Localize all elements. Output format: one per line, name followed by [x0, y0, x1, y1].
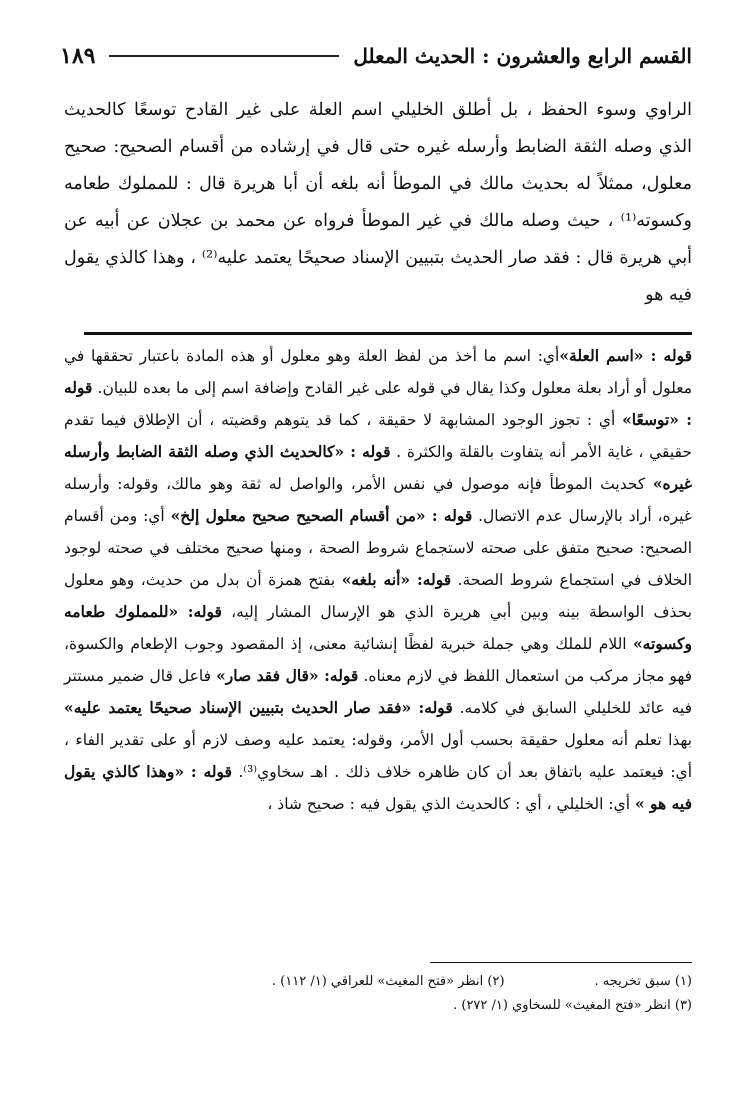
- commentary-text: كحديث الموطأ فإنه موصول في نفس الأمر، والواصل له ثقة وهو مالك، وقوله: وأرسله غيره، أراد بالإرسال عدم الاتصال.: [64, 475, 692, 525]
- commentary-paragraph: [64, 340, 692, 820]
- footnote-2: (٢) انظر «فتح المغيث» للعراقي (١/ ١١٢) .: [271, 974, 505, 989]
- commentary-text: أي : تجوز الوجود المشابهة لا حقيقة ، كما قد يتوهم وقضيته ، أن الإطلاق فيما تقدم حقيقي ، غاية الأمر أنه يتفاوت بالقلة والكثرة .: [64, 411, 692, 461]
- commentary-text: أي: الخليلي ، أي : كالحديث الذي يقول فيه : صحيح شاذ ،: [267, 795, 635, 813]
- commentary-lemma: قوله : «من أقسام الصحيح صحيح معلول إلخ»: [170, 506, 473, 525]
- footnotes: [64, 970, 692, 1018]
- footnote-row: [64, 970, 692, 994]
- commentary-text: فاعل قال ضمير مستتر فيه عائد للخليلي السابق في كلامه.: [64, 667, 692, 717]
- commentary-divider: [84, 332, 692, 335]
- footnote-row: [64, 994, 692, 1018]
- header-rule: [109, 55, 339, 57]
- commentary-lemma: قوله : «توسعًا»: [64, 378, 692, 429]
- page-number: ١٨٩: [60, 43, 96, 69]
- commentary-lemma: قوله : «وهذا كالذي يقول فيه هو »: [64, 762, 692, 813]
- footnote-3: (٣) انظر «فتح المغيث» للسخاوي (١/ ٢٧٢) .: [453, 998, 692, 1013]
- page-header: [60, 36, 692, 76]
- commentary-lemma: قوله : «اسم العلة»: [559, 346, 692, 365]
- commentary-text: اللام للملك وهي جملة خبرية لفظًا إنشائية معنى، إذ المقصود وجوب الإطعام والكسوة، فهو مجاز مركب من استعمال اللفظ في لازم معناه.: [64, 635, 692, 685]
- commentary-text: بهذا تعلم أنه معلول حقيقة بحسب أول الأمر، وقوله: يعتمد عليه وصف لازم أو على تقدير الفاء ، أي: فيعتمد عليه باتفاق بعد أن كان ظاهره خلاف ذلك . اهـ سخاوي⁽³⁾.: [64, 731, 692, 781]
- commentary-section: [64, 340, 692, 820]
- commentary-text: بفتح همزة أن بدل من حديث، وهو معلول بحذف الواسطة بينه وبين أبي هريرة الذي هو الإرسال المشار إليه،: [64, 571, 692, 621]
- main-paragraph: الراوي وسوء الحفظ ، بل أطلق الخليلي اسم العلة على غير القادح توسعًا كالحديث الذي وصله الثقة الضابط وأرسله غيره حتى قال في إرشاده من أقسام الصحيح: صحيح معلول، ممثلاً له بحديث مالك في الموطأ أنه بلغه أن أبا هريرة قال : للمملوك طعامه وكسوته⁽¹⁾ ، حيث وصله مالك في غير الموطأ فرواه عن محمد بن عجلان عن أبيه عن أبي هريرة قال : فقد صار الحديث بتبيين الإسناد صحيحًا يعتمد عليه⁽²⁾ ، وهذا كالذي يقول فيه هو: [64, 100, 692, 305]
- main-text: [64, 92, 692, 314]
- commentary-lemma: قوله: «قال فقد صار»: [216, 666, 359, 685]
- commentary-lemma: قوله: «أنه بلغه»: [341, 570, 452, 589]
- footnote-divider: [430, 962, 692, 963]
- footnote-1: (١) سبق تخريجه .: [594, 974, 692, 989]
- commentary-text: أي: اسم ما أخذ من لفظ العلة وهو معلول أو هذه المادة باعتبار تحققها في معلول أو أراد بعلة معلول وكذا يقال في قوله على غير القادح وإضافة اسم إلى ما بعده للبيان.: [64, 347, 692, 397]
- commentary-lemma: قوله : «كالحديث الذي وصله الثقة الضابط وأرسله غيره»: [64, 442, 692, 493]
- commentary-lemma: قوله: «فقد صار الحديث بتبيين الإسناد صحيحًا يعتمد عليه»: [64, 698, 453, 717]
- commentary-lemma: قوله: «للمملوك طعامه وكسوته»: [64, 602, 692, 653]
- commentary-text: أي: ومن أقسام الصحيح: صحيح متفق على صحته لاستجماع شروط الصحة ، ومنها صحيح مختلف في صحته لوجود الخلاف في استجماع شروط الصحة.: [64, 507, 693, 589]
- running-title: القسم الرابع والعشرون : الحديث المعلل: [353, 44, 692, 68]
